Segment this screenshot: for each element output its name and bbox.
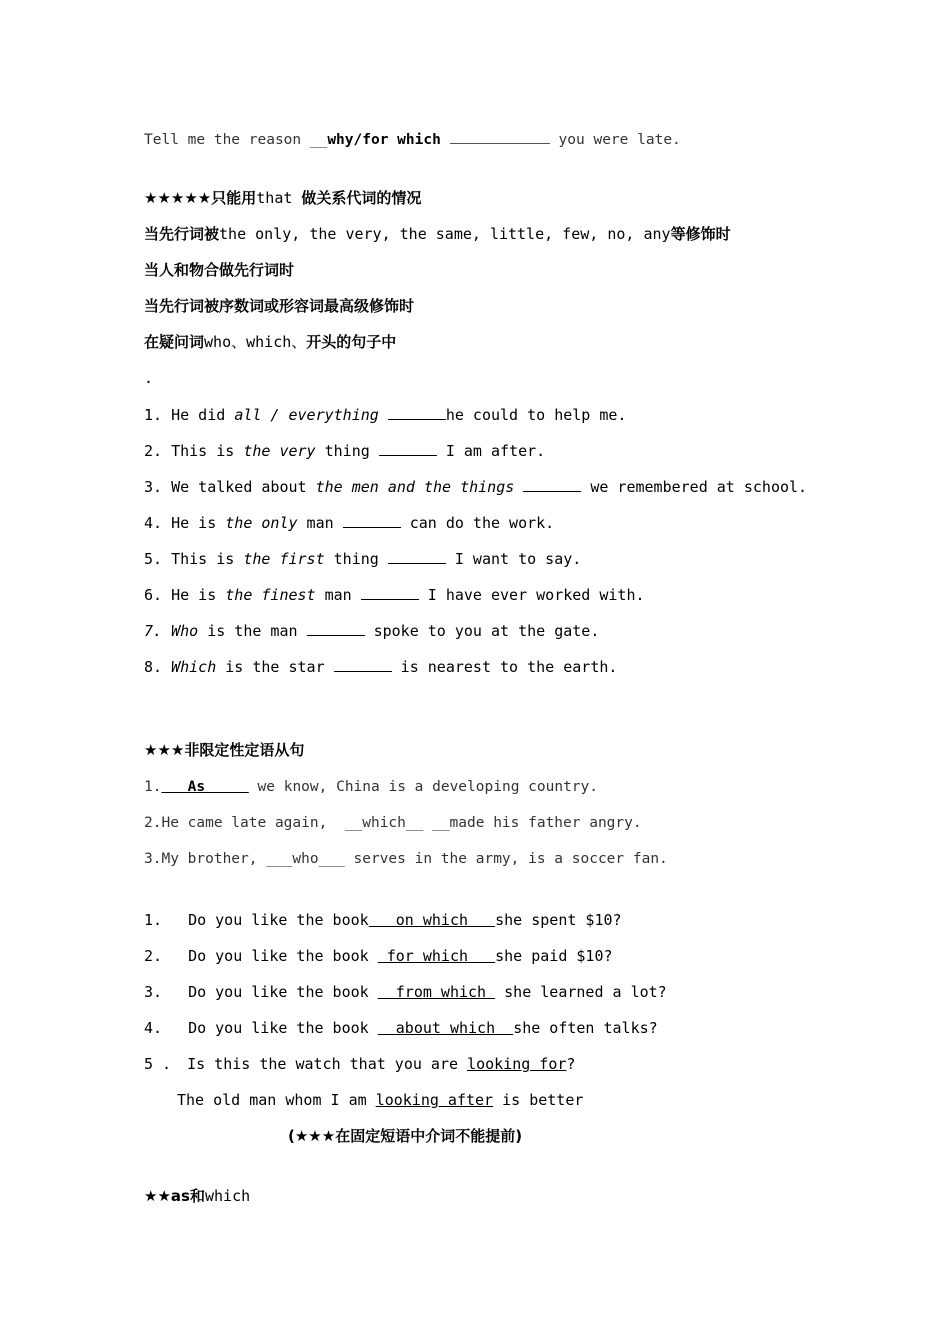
rule-4-en: who、which、 xyxy=(204,333,307,351)
nonrestrictive-heading xyxy=(144,740,304,760)
heading-cn: 和 xyxy=(189,1187,205,1205)
intro-after: you were late. xyxy=(549,132,681,148)
prep-after: she spent $10? xyxy=(495,911,622,929)
exercise-num: 5. xyxy=(144,550,172,568)
exercise-text-c: I want to say. xyxy=(445,550,582,568)
rule-1 xyxy=(144,224,731,244)
exercise-num: 4. xyxy=(144,514,172,532)
exercise-italic: the only xyxy=(225,514,298,532)
phrasal-num: 5 . xyxy=(144,1055,172,1073)
exercise-text-b: man xyxy=(315,586,361,604)
exercise-text-c: can do the work. xyxy=(400,514,555,532)
exercise-num: 7. xyxy=(144,622,172,640)
exercise-blank xyxy=(361,584,419,600)
exercise-text-c: I am after. xyxy=(436,442,546,460)
exercise-8 xyxy=(144,656,617,677)
prep-num: 3. xyxy=(144,983,163,1001)
exercise-blank xyxy=(379,440,437,456)
rule-4-cn1: 在疑问词 xyxy=(144,333,205,351)
exercise-text-b: man xyxy=(297,514,343,532)
phrasal-2 xyxy=(177,1090,583,1110)
exercise-blank xyxy=(523,476,581,492)
exercise-blank xyxy=(388,548,446,564)
phrasal-underlined: looking for xyxy=(467,1055,567,1073)
prep-before: Do you like the book xyxy=(188,947,378,965)
prep-before: Do you like the book xyxy=(188,1019,378,1037)
note-text: 在固定短语中介词不能提前 xyxy=(335,1127,516,1145)
rule-3: 当先行词被序数词或形容词最高级修饰时 xyxy=(144,297,415,315)
exercise-text-b xyxy=(514,478,523,496)
answer-text: from which xyxy=(395,983,487,1001)
rule-2: 当人和物合做先行词时 xyxy=(144,261,295,279)
phrasal-underlined: looking after xyxy=(375,1091,494,1109)
exercise-blank xyxy=(334,656,392,672)
exercise-1 xyxy=(144,404,626,425)
answer-text: on which xyxy=(395,911,469,929)
exercise-italic: the finest xyxy=(225,586,316,604)
exercise-text-c: I have ever worked with. xyxy=(418,586,645,604)
prep-before: Do you like the book xyxy=(188,983,378,1001)
prep-before: Do you like the book xyxy=(188,911,369,929)
prep-num: 2. xyxy=(144,947,163,965)
exercise-num: 1. xyxy=(144,406,172,424)
exercise-italic: the men and the things xyxy=(315,478,515,496)
exercise-4 xyxy=(144,512,554,533)
exercise-text-c: we remembered at school. xyxy=(581,478,808,496)
exercise-blank xyxy=(343,512,401,528)
exercise-blank xyxy=(388,404,446,420)
exercise-italic: Who xyxy=(171,622,199,640)
nonrestrictive-1 xyxy=(144,777,598,797)
exercise-2 xyxy=(144,440,545,461)
intro-sentence xyxy=(144,128,681,150)
prep-after: she often talks? xyxy=(513,1019,658,1037)
heading-en2: which xyxy=(204,1187,251,1205)
intro-blank xyxy=(450,128,550,144)
prep-2 xyxy=(144,946,613,966)
prep-num: 4. xyxy=(144,1019,163,1037)
rule-1-cn: 当先行词被 xyxy=(144,225,220,243)
rule-4 xyxy=(144,332,396,352)
exercise-5 xyxy=(144,548,581,569)
exercise-italic: all / everything xyxy=(234,406,379,424)
exercise-num: 3. xyxy=(144,478,172,496)
exercise-text-b: thing xyxy=(324,550,388,568)
intro-before: Tell me the reason __ xyxy=(144,132,328,148)
phrasal-1 xyxy=(144,1054,575,1074)
exercise-text-b: is the man xyxy=(198,622,307,640)
prep-3 xyxy=(144,982,667,1002)
exercise-3 xyxy=(144,476,807,497)
answer-text: As xyxy=(187,779,206,795)
note-stars: ★★★ xyxy=(294,1127,336,1145)
prep-4 xyxy=(144,1018,658,1038)
exercise-text-c: is nearest to the earth. xyxy=(391,658,618,676)
phrasal-after: ? xyxy=(566,1055,576,1073)
rule-1-en: the only, the very, the same, little, few, no, any xyxy=(219,225,671,243)
exercise-text-a: He did xyxy=(171,406,235,424)
exercise-text-a: This is xyxy=(171,550,244,568)
prep-after: she paid $10? xyxy=(495,947,613,965)
note-paren-open: ( xyxy=(288,1127,295,1145)
prep-answer xyxy=(369,911,495,929)
heading-en: as xyxy=(170,1187,190,1205)
heading-text: 非限定性定语从句 xyxy=(184,741,305,759)
exercise-italic: the very xyxy=(243,442,316,460)
rule-4-cn2: 开头的句子中 xyxy=(306,333,397,351)
sentence-rest: we know, China is a developing country. xyxy=(248,779,598,795)
phrasal-before: Is this the watch that you are xyxy=(187,1055,468,1073)
heading-text-en: that xyxy=(256,189,302,207)
heading-text-1: 只能用 xyxy=(211,189,257,207)
exercise-7 xyxy=(144,620,599,641)
heading-stars: ★★★★★ xyxy=(144,189,212,207)
phrasal-before: The old man whom I am xyxy=(177,1091,376,1109)
exercise-num: 8. xyxy=(144,658,172,676)
exercise-text-b xyxy=(379,406,388,424)
exercise-blank xyxy=(307,620,365,636)
exercise-num: 6. xyxy=(144,586,172,604)
phrasal-note xyxy=(288,1126,522,1146)
prep-after: she learned a lot? xyxy=(495,983,667,1001)
rule-1-cn2: 等修饰时 xyxy=(670,225,731,243)
prep-num: 1. xyxy=(144,911,163,929)
heading-stars: ★★★ xyxy=(144,741,185,759)
exercise-text-a: He is xyxy=(171,514,226,532)
heading-stars: ★★ xyxy=(144,1187,171,1205)
intro-answer: why/for which xyxy=(327,132,441,148)
sentence-num: 1. xyxy=(144,779,162,795)
exercise-text-b: is the star xyxy=(216,658,334,676)
exercise-text-a: He is xyxy=(171,586,226,604)
exercise-italic: the first xyxy=(243,550,325,568)
that-only-heading xyxy=(144,188,421,208)
exercise-text-b: thing xyxy=(315,442,379,460)
answer-text: about which xyxy=(395,1019,496,1037)
note-paren-close: ) xyxy=(515,1127,523,1145)
exercise-6 xyxy=(144,584,645,605)
as-which-heading xyxy=(144,1186,250,1206)
prep-answer xyxy=(378,947,495,965)
phrasal-after: is better xyxy=(493,1091,584,1109)
exercise-text-a: This is xyxy=(171,442,244,460)
exercise-text-c: spoke to you at the gate. xyxy=(364,622,600,640)
prep-answer xyxy=(378,1019,513,1037)
prep-answer xyxy=(378,983,495,1001)
prep-1 xyxy=(144,910,622,930)
sentence-answer xyxy=(161,779,248,795)
answer-text: for which xyxy=(386,947,469,965)
nonrestrictive-3: 3.My brother, ___who___ serves in the army, is a soccer fan. xyxy=(144,851,668,867)
exercise-num: 2. xyxy=(144,442,172,460)
nonrestrictive-2: 2.He came late again, __which__ __made his father angry. xyxy=(144,815,642,831)
dot-line: . xyxy=(144,369,154,387)
exercise-text-a: We talked about xyxy=(171,478,316,496)
heading-text-2: 做关系代词的情况 xyxy=(301,189,422,207)
exercise-italic: Which xyxy=(171,658,217,676)
exercise-text-c: he could to help me. xyxy=(445,406,627,424)
